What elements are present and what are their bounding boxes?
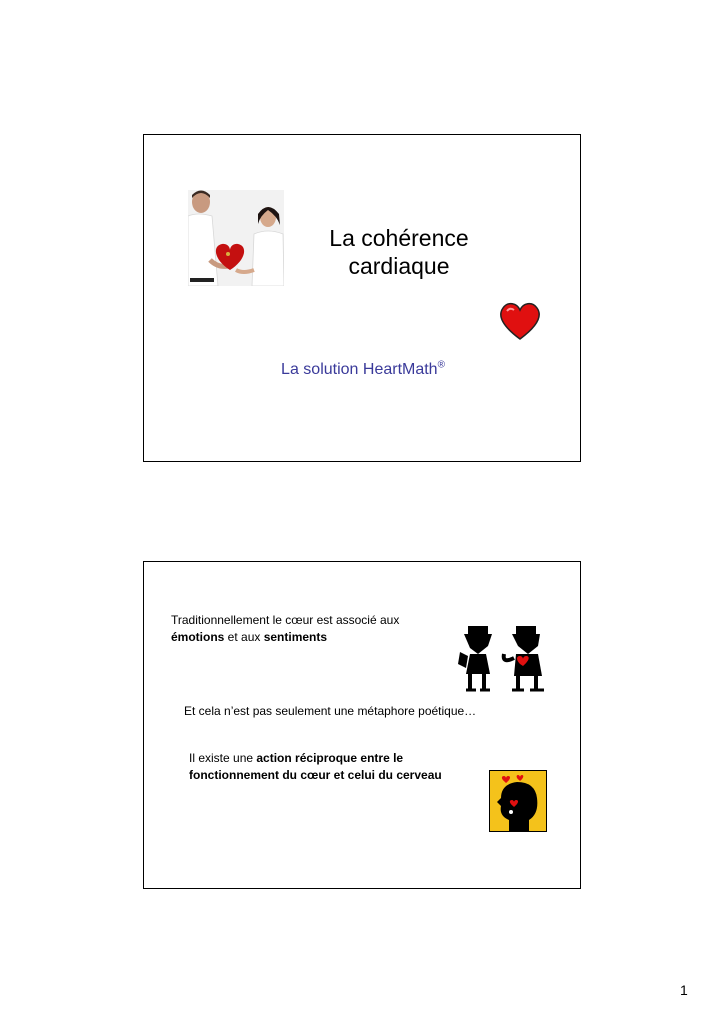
registered-mark: ®	[437, 359, 445, 371]
slide-1	[143, 134, 581, 462]
couple-photo	[188, 190, 284, 286]
p1-text: Traditionnellement le cœur est associé aux	[171, 613, 400, 627]
subtitle-text: La solution HeartMath	[281, 361, 438, 378]
heart-icon	[497, 301, 543, 341]
paragraph-reciprocal-action	[189, 750, 464, 784]
paragraph-emotions	[171, 612, 456, 646]
p3-prefix: Il existe une	[189, 751, 257, 765]
p1-bold-sentiments: sentiments	[263, 630, 328, 644]
p1-bold-emotions: émotions	[171, 630, 225, 644]
page-number: 1	[680, 982, 688, 998]
slide-subtitle	[204, 361, 522, 379]
couple-silhouette-icon	[456, 624, 548, 694]
p3-bold: action réciproque entre le fonctionnement du cœur et celui du cerveau	[189, 751, 442, 782]
paragraph-metaphor: Et cela n’est pas seulement une métaphore poétique…	[184, 704, 477, 718]
title-line-2: cardiaque	[348, 253, 450, 279]
p1-mid: et aux	[224, 630, 264, 644]
title-line-1: La cohérence	[329, 225, 469, 251]
head-hearts-icon	[489, 770, 547, 832]
slide-title	[294, 224, 504, 280]
slide-2	[143, 561, 581, 889]
